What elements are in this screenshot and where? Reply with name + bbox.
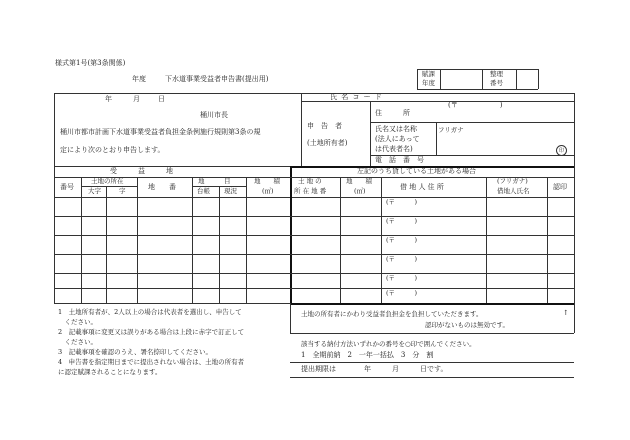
applicant-label: 申 告 者 [307,122,342,130]
note-2: 2 記載事項に変更又は誤りがある場合は上段に赤字で訂正して [58,328,245,336]
name-label-1: 氏名又は名称 [375,125,417,133]
row-postal[interactable]: (〒 ) [386,217,418,225]
address-label: 住 所 [375,109,410,117]
form-title: 下水道事業受益者申告書(提出用) [165,75,269,83]
col-chimoku: 地 目 [198,177,231,185]
col-genkyo: 現況 [224,187,237,195]
recipient: 桶川市長 [200,111,228,119]
form-id: 様式第1号(第3条関係) [55,59,126,67]
col-area: 地 積 [254,177,280,185]
row-postal[interactable]: (〒 ) [386,255,418,263]
name-code-label: 氏 名 コ ー ド [330,93,383,101]
col-r-chiban-1: 土 地 の [298,177,322,185]
col-number: 番号 [60,183,74,191]
col-tenant-furigana: (フリガナ) [497,177,528,185]
col-tenant-address: 借 地 人 住 所 [400,183,444,191]
row-postal[interactable]: (〒 ) [386,198,418,206]
col-daicho: 台帳 [197,187,210,195]
note-1: 1 土地所有者が、2人以上の場合は代表者を選出し、申告して [58,308,242,316]
furigana-label: フリガナ [438,126,464,134]
year-label: 年度 [132,75,146,83]
row-postal[interactable]: (〒 ) [386,289,418,297]
row-postal[interactable]: (〒 ) [386,236,418,244]
tenant-note-1: 土地の所有者にかわり受益者負担金を負担していただきます。 [301,310,483,318]
payment-instruction: 該当する納付方法いずれかの番号を○印で囲んでください。 [301,340,476,348]
note-3: 3 記載事項を確認のうえ、署名捺印してください。 [58,348,213,356]
tenant-note-2: 認印がないものは無効です。 [425,321,509,329]
col-r-area-unit: (㎡) [354,187,366,195]
nendo-label: 年度 [422,79,435,87]
note-2b: ください。 [58,338,97,346]
bango-label: 番号 [490,79,503,87]
submission-deadline: 提出期限は 年 月 日です。 [301,365,448,373]
fuka-label: 賦課 [422,70,435,78]
arrow-up-icon: ↑ [563,309,569,317]
note-1b: ください。 [58,318,97,326]
col-area-unit: (㎡) [262,187,274,195]
col-aza: 字 [119,187,126,195]
name-label-2: (法人にあって [375,135,420,143]
col-oaza: 大字 [88,187,101,195]
note-4b: に認定賦課されることになります。 [58,368,162,376]
postal-field[interactable]: (〒 ) [448,101,503,109]
col-r-chiban-2: 所 在 地 番 [294,187,327,195]
applicant-sublabel: (土地所有者) [307,139,348,147]
col-tenant-name: 借地人氏名 [497,187,530,195]
date-year: 年 [105,95,112,103]
date-day: 日 [158,95,165,103]
seiri-label: 整理 [490,70,503,78]
group-right-header: 左記のうち貸している土地がある場合 [357,167,476,175]
row-postal[interactable]: (〒 ) [386,274,418,282]
date-month: 月 [133,95,140,103]
col-location: 土地の所在 [91,177,124,185]
payment-options[interactable]: 1 全期前納 2 一年一括払 3 分 割 [301,351,434,359]
col-r-area: 地 積 [346,177,372,185]
note-4: 4 申告書を指定期日までに提出されない場合は、土地の所有者 [58,358,245,366]
phone-label: 電 話 番 号 [375,156,424,164]
group-left-header: 受 益 地 [110,167,173,175]
col-seal: 認印 [553,183,567,191]
seal-mark: 印 [556,145,567,156]
intro-line-1: 桶川市都市計画下水道事業受益者負担金条例施行規則第3条の規 [60,128,261,136]
name-label-3: は代表者名) [375,145,413,153]
intro-line-2: 定により次のとおり申告します。 [60,146,165,154]
col-chiban: 地 番 [148,183,176,191]
